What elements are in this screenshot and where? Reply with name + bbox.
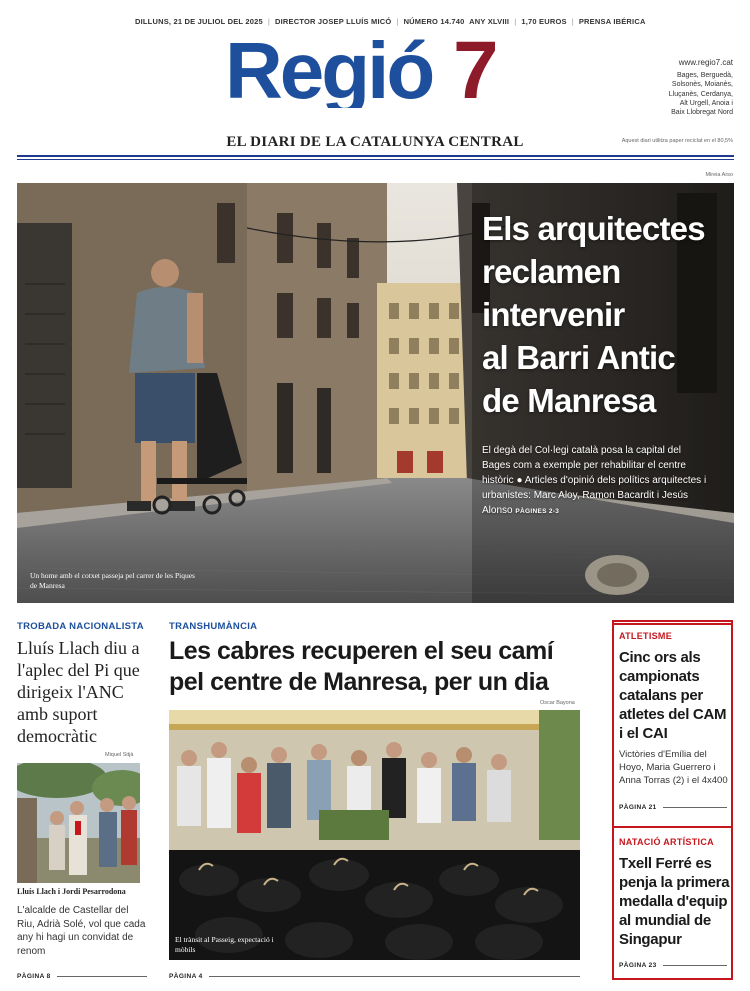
middle-photo[interactable] (169, 710, 580, 960)
publisher: PRENSA IBÉRICA (578, 17, 646, 26)
issue-date: DILLUNS, 21 DE JULIOL DEL 2025 (135, 17, 263, 26)
subtitle-text: El degà del Col·legi català posa la capital del Bages com a exemple per rehabilitar el centre històric ● Articles d'opinió dels polítics arquitectes i urbanistes: Marc Aloy, Ramon Bacardit i Jesús Alonso (482, 445, 707, 516)
sports-box-divider (612, 826, 733, 828)
recycled-paper-note: Aquest diari utilitza paper reciclat en el 80,5% (621, 138, 733, 144)
site-url[interactable]: www.regio7.cat (678, 58, 733, 67)
region-line: Lluçanès, Cerdanya, (668, 90, 733, 98)
athletics-headline[interactable]: Cinc ors als campionats catalans per atletes del CAM i el CAI (619, 649, 727, 742)
hero-photo-credit: Mireia Arso (705, 172, 733, 178)
left-photo-caption: Lluís Llach i Jordi Pesarrodona (17, 887, 126, 896)
left-body: L'alcalde de Castellar del Riu, Adrià Solé, vol que cada any hi hagi un convidat de renom (17, 905, 146, 957)
region-line: Solsonès, Moianès, (671, 81, 733, 89)
tagline: EL DIARI DE LA CATALUNYA CENTRAL (226, 134, 524, 150)
left-kicker: TROBADA NACIONALISTA (17, 621, 144, 632)
page-rule (663, 965, 727, 966)
athletics-kicker: ATLETISME (619, 631, 673, 641)
logo-number: 7 (453, 28, 499, 108)
athletics-body: Victòries d'Emília del Hoyo, Maria Guerrero i Anna Torras (2) i el 4x400 (619, 749, 728, 786)
athletics-page-label: PÀGINA 21 (619, 804, 657, 811)
middle-page-ref[interactable] (169, 973, 580, 980)
logo-graphic (225, 28, 525, 108)
region-line: Alt Urgell, Anoia i (679, 99, 733, 107)
page-rule (209, 976, 580, 977)
hero-headline[interactable] (482, 207, 732, 422)
hero-page-ref[interactable]: PÀGINES 2-3 (515, 508, 560, 515)
middle-page-label: PÀGINA 4 (169, 973, 203, 980)
left-page-ref[interactable] (17, 973, 147, 980)
swimming-page-ref[interactable] (619, 962, 727, 969)
header-info-line: DILLUNS, 21 DE JULIOL DEL 2025 | DIRECTOR JOSEP LLUÍS MICÓ | NÚMERO 14.740 ANY XLVIII | 1,70 EUROS | PRENSA IBÉRICA (135, 17, 646, 26)
issue-price: 1,70 EUROS (521, 17, 567, 26)
left-photo[interactable] (17, 763, 140, 883)
middle-kicker: TRANSHUMÀNCIA (169, 621, 258, 632)
middle-headline[interactable] (169, 636, 589, 698)
swimming-headline[interactable]: Txell Ferré es penja la primera medalla d'equip al mundial de Singapur (619, 855, 730, 948)
headline-line: de Manresa (482, 382, 656, 419)
swimming-kicker: NATACIÓ ARTÍSTICA (619, 837, 714, 847)
goats-crowd-image (169, 710, 580, 960)
issue-year: ANY XLVIII (469, 17, 510, 26)
regions-info (633, 58, 733, 117)
headline-line: al Barri Antic (482, 339, 675, 376)
masthead-rule (17, 155, 734, 157)
sports-box-rule (612, 623, 733, 625)
headline-line: reclamen (482, 253, 621, 290)
director: DIRECTOR JOSEP LLUÍS MICÓ (275, 17, 392, 26)
hero-subtitle (482, 443, 712, 519)
page-rule (57, 976, 147, 977)
headline-line: Les cabres recuperen el seu camí (169, 637, 554, 665)
region-line: Bages, Berguedà, (676, 72, 733, 80)
issue-number: NÚMERO 14.740 (403, 17, 465, 26)
hero-caption: Un home amb el cotxet passeja pel carrer de les Piques de Manresa (30, 571, 195, 590)
athletics-page-ref[interactable] (619, 804, 727, 811)
masthead-logo[interactable] (225, 28, 525, 108)
region-line: Baix Llobregat Nord (671, 109, 733, 117)
left-photo-credit: Miquel Sitjà (105, 752, 134, 758)
headline-line: pel centre de Manresa, per un dia (169, 668, 549, 696)
middle-photo-credit: Oscar Bayona (540, 700, 575, 706)
gathering-image (17, 763, 140, 883)
left-headline[interactable]: Lluís Llach diu a l'aplec del Pi que dirigeix l'ANC amb suport democràtic (17, 638, 140, 746)
middle-photo-caption: El trànsit al Passeig, expectació i mòbils (175, 935, 274, 954)
left-page-label: PÀGINA 8 (17, 973, 51, 980)
swimming-page-label: PÀGINA 23 (619, 962, 657, 969)
headline-line: intervenir (482, 296, 625, 333)
logo-text: Regió (225, 28, 433, 108)
page-rule (663, 807, 727, 808)
masthead-rule-thin (17, 159, 734, 160)
headline-line: Els arquitectes (482, 210, 705, 247)
